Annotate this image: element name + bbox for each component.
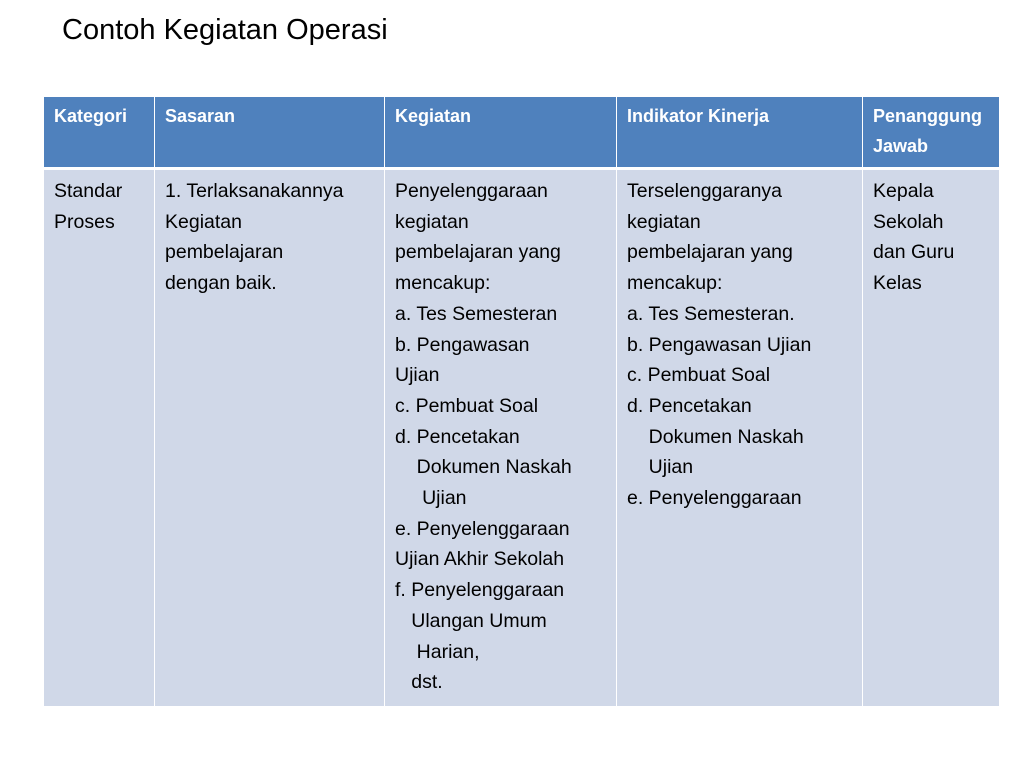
cell-line: d. Pencetakan — [627, 394, 752, 417]
cell-line: Dokumen Naskah — [395, 456, 572, 479]
cell-line: mencakup: — [395, 272, 491, 295]
cell-line: kegiatan — [627, 210, 701, 233]
cell-line: c. Pembuat Soal — [627, 364, 771, 387]
cell-line: Harian, — [395, 640, 480, 663]
cell-line: a. Tes Semesteran — [395, 302, 558, 325]
header-indikator-kinerja: Indikator Kinerja — [617, 97, 863, 169]
cell-line: pembelajaran yang — [627, 241, 793, 264]
cell-line: Terselenggaranya — [627, 180, 783, 202]
header-kategori: Kategori — [44, 97, 155, 169]
cell-line: Standar — [54, 180, 123, 202]
cell-line: kegiatan — [395, 210, 469, 233]
cell-line: f. Penyelenggaraan — [395, 579, 565, 602]
slide-title: Contoh Kegiatan Operasi — [62, 14, 388, 46]
cell-line: pembelajaran yang — [395, 241, 561, 264]
cell-line: dengan baik. — [165, 272, 277, 295]
cell-kegiatan — [385, 169, 617, 707]
cell-sasaran — [155, 169, 385, 707]
cell-penanggung-jawab — [863, 169, 1000, 707]
cell-indikator-kinerja — [617, 169, 863, 707]
header-penanggung-jawab: Penanggung Jawab — [863, 97, 1000, 169]
cell-line: Ulangan Umum — [395, 609, 547, 632]
cell-line: c. Pembuat Soal — [395, 394, 539, 417]
cell-line: Ujian — [395, 364, 440, 387]
cell-line: Penyelenggaraan — [395, 180, 548, 202]
cell-line: e. Penyelenggaraan — [395, 517, 570, 540]
cell-line: b. Pengawasan — [395, 333, 530, 356]
cell-line: dan Guru — [873, 241, 955, 264]
cell-line: mencakup: — [627, 272, 723, 295]
table-header-row — [44, 97, 1000, 169]
header-sasaran: Sasaran — [155, 97, 385, 169]
cell-line: Dokumen Naskah — [627, 425, 804, 448]
cell-line: 1. Terlaksanakannya — [165, 180, 344, 202]
cell-line: d. Pencetakan — [395, 425, 520, 448]
cell-line: Kepala — [873, 180, 934, 202]
cell-line: Proses — [54, 210, 115, 233]
cell-line: Sekolah — [873, 210, 944, 233]
table-row — [44, 169, 1000, 707]
operations-table — [43, 96, 1000, 707]
cell-line: Kelas — [873, 272, 922, 295]
cell-kategori — [44, 169, 155, 707]
cell-line: b. Pengawasan Ujian — [627, 333, 812, 356]
cell-line: dst. — [395, 671, 443, 694]
cell-line: pembelajaran — [165, 241, 284, 264]
cell-line: Ujian — [395, 487, 467, 510]
cell-line: Ujian — [627, 456, 694, 479]
header-kegiatan: Kegiatan — [385, 97, 617, 169]
cell-line: Ujian Akhir Sekolah — [395, 548, 565, 571]
cell-line: e. Penyelenggaraan — [627, 487, 802, 510]
cell-line: a. Tes Semesteran. — [627, 302, 795, 325]
cell-line: Kegiatan — [165, 210, 242, 233]
